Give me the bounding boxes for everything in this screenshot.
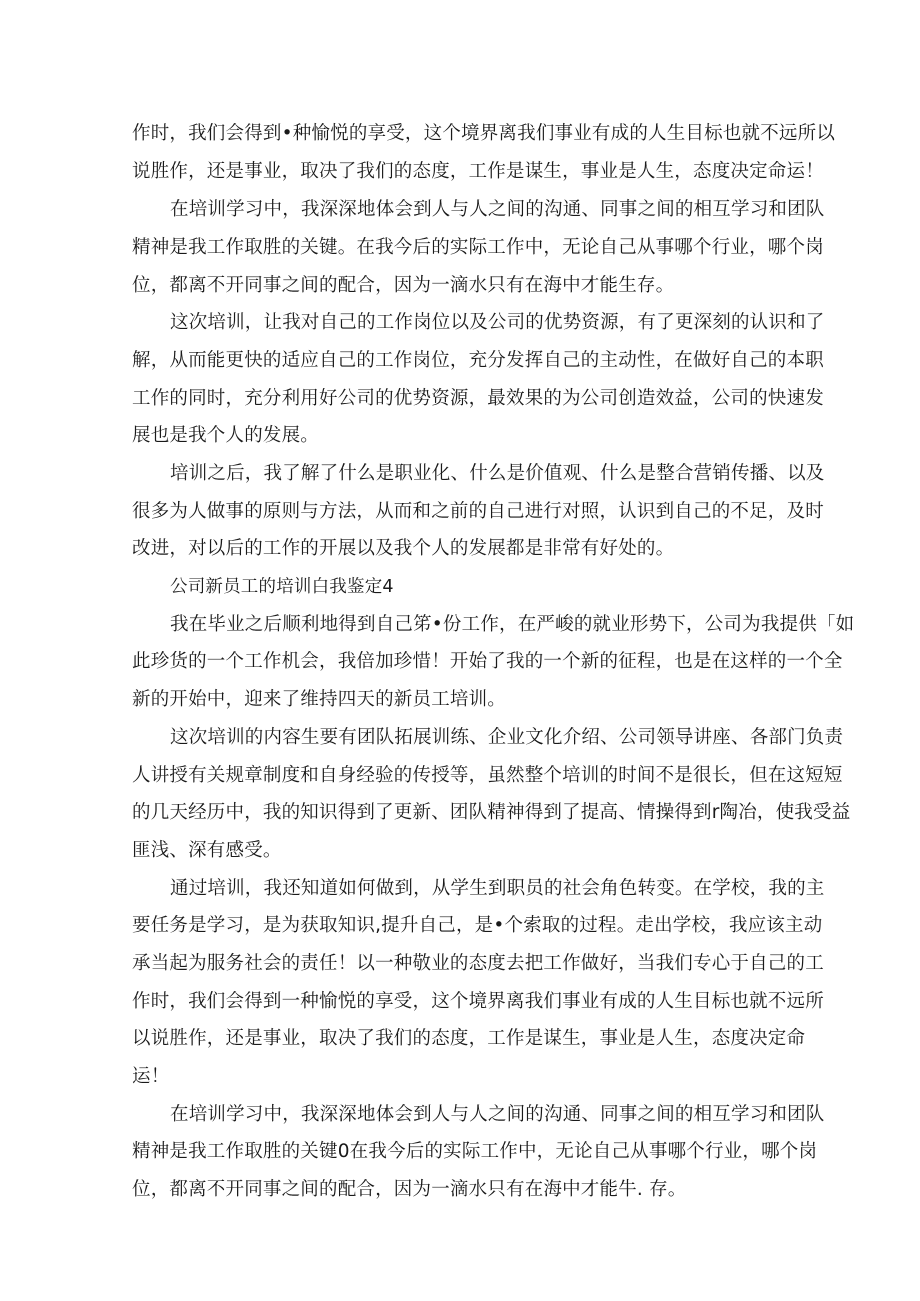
paragraph-start-line: 培训之后，我了解了什么是职业化、什么是价值观、什么是整合营销传播、以及	[170, 463, 825, 484]
text-line: 承当起为服务社会的责任！以一种敬业的态度去把工作做好，当我们专心于自己的工	[132, 953, 824, 974]
text-line: 展也是我个人的发展。	[132, 425, 320, 446]
text-line: 说胜作，还是事业，取决了我们的态度，工作是谋生，事业是人生，态度决定命运！	[132, 161, 824, 182]
text-line: 要任务是学习，是为获取知识,提升自己，是•个索取的过程。走出学校，我应该主动	[132, 915, 823, 936]
text-line: 运！	[132, 1066, 170, 1087]
text-line: 匪浅、深有感受。	[132, 840, 282, 861]
text-line: 位，都离不开同事之间的配合，因为一滴水只有在海中才能生存。	[132, 275, 675, 296]
text-line: 改进，对以后的工作的开展以及我个人的发展都是非常有好处的。	[132, 538, 675, 559]
paragraph-start-line: 通过培训，我还知道如何做到，从学生到职员的社会角色转变。在学校，我的主	[170, 878, 825, 899]
text-line: 此珍货的一个工作机会，我倍加珍惜！开始了我的一个新的征程，也是在这样的一个全	[132, 651, 843, 672]
section-heading: 公司新员工的培训白我鉴定4	[170, 577, 394, 597]
text-line: 精神是我工作取胜的关键0在我今后的实际工作中，无论自己从事哪个行业，哪个岗	[132, 1141, 818, 1162]
text-line: 精神是我工作取胜的关键。在我今后的实际工作中，无论自己从事哪个行业，哪个岗	[132, 237, 824, 258]
text-line: 新的开始中，迎来了维持四天的新员工培训。	[132, 689, 507, 710]
text-line: 作时，我们会得到一种愉悦的享受，这个境界离我们事业有成的人生目标也就不远所	[132, 991, 824, 1012]
text-line: 位，都离不开同事之间的配合，因为一滴水只有在海中才能牛. 存。	[132, 1179, 687, 1200]
text-line: 解，从而能更快的适应自己的工作岗位，充分发挥自己的主动性，在做好自己的本职	[132, 350, 824, 371]
paragraph-start-line: 在培训学习中，我深深地体会到人与人之间的沟通、同事之间的相互学习和团队	[170, 1104, 825, 1125]
paragraph-start-line: 这次培训的内容生要有团队拓展训练、企业文化介绍、公司领导讲座、各部门负责	[170, 727, 844, 748]
text-line: 作时，我们会得到•种愉悦的享受，这个境界离我们事业有成的人生目标也就不远所以	[132, 123, 836, 144]
paragraph-start-line: 我在毕业之后顺利地得到自己笫•份工作，在严峻的就业形势下，公司为我提供「如	[170, 614, 855, 635]
paragraph-start-line: 在培训学习中，我深深地体会到人与人之间的沟通、同事之间的相互学习和团队	[170, 199, 825, 220]
text-line: 人讲授有关规章制度和自身经验的传授等，虽然整个培训的时间不是很长，但在这短短	[132, 765, 843, 786]
text-line: 工作的同时，充分利用好公司的优势资源，最效果的为公司创造效益，公司的快速发	[132, 388, 824, 409]
text-line: 的几天经历中，我的知识得到了更新、团队精神得到了提高、情操得到r陶冶，使我受益	[132, 802, 851, 823]
paragraph-start-line: 这次培训，让我对自己的工作岗位以及公司的优势资源，有了更深刻的认识和了	[170, 312, 825, 333]
text-line: 很多为人做事的原则与方法，从而和之前的自己进行对照，认识到自己的不足，及时	[132, 501, 824, 522]
text-line: 以说胜作，还是事业，取决了我们的态度，工作是谋生，事业是人生，态度决定命	[132, 1028, 806, 1049]
